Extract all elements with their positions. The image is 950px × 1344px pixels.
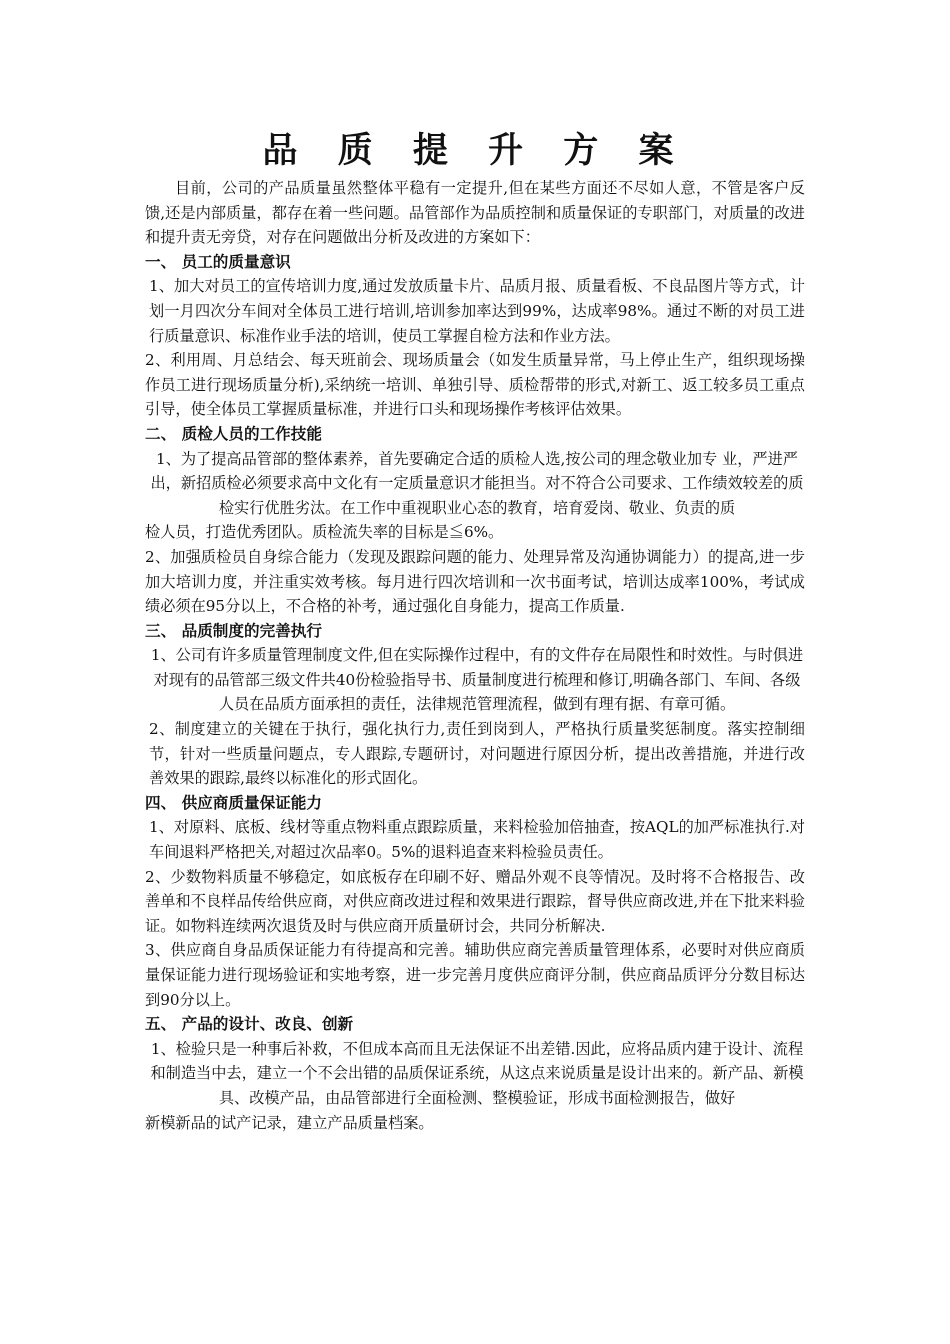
section-1-paragraph-1: 1、加大对员工的宣传培训力度,通过发放质量卡片、品质月报、质量看板、不良品图片等方式，计划一月四次分车间对全体员工进行培训,培训参加率达到99%，达成率98%。通过不断的对员工进行质量意识、标准作业手法的培训，使员工掌握自检方法和作业方法。 [149, 277, 805, 345]
section-2-paragraph-1-continued: 检人员，打造优秀团队。质检流失率的目标是≦6%。 [145, 523, 504, 542]
section-heading-4: 四、 供应商质量保证能力 [145, 793, 322, 812]
section-heading-1: 一、 员工的质量意识 [145, 252, 291, 271]
section-heading-2: 二、 质检人员的工作技能 [145, 424, 322, 443]
intro-paragraph: 目前，公司的产品质量虽然整体平稳有一定提升,但在某些方面还不尽如人意，不管是客户反馈,还是内部质量，都存在着一些问题。品管部作为品质控制和质量保证的专职部门，对质量的改进和提升责无旁贷，对存在问题做出分析及改进的方案如下： [145, 179, 805, 247]
section-3-paragraph-1: 1、公司有许多质量管理制度文件,但在实际操作过程中，有的文件存在局限性和时效性。与时俱进对现有的品管部三级文件共40份检验指导书、质量制度进行梳理和修订,明确各部门、车间、各级人员在品质方面承担的责任，法律规范管理流程，做到有理有据、有章可循。 [150, 646, 804, 714]
section-5-paragraph-1-continued: 新模新品的试产记录，建立产品质量档案。 [145, 1113, 434, 1132]
document-page [145, 128, 805, 1135]
section-1-paragraph-2: 2、利用周、月总结会、每天班前会、现场质量会（如发生质量异常，马上停止生产，组织现场操作员工进行现场质量分析),采纳统一培训、单独引导、质检帮带的形式,对新工、返工较多员工重点引导，使全体员工掌握质量标准，并进行口头和现场操作考核评估效果。 [145, 351, 805, 419]
section-3-paragraph-2: 2、制度建立的关键在于执行，强化执行力,责任到岗到人，严格执行质量奖惩制度。落实控制细节，针对一些质量问题点，专人跟踪,专题研讨，对问题进行原因分析，提出改善措施，并进行改善效果的跟踪,最终以标准化的形式固化。 [149, 720, 805, 788]
section-5-paragraph-1: 1、检验只是一种事后补救，不但成本高而且无法保证不出差错.因此，应将品质内建于设计、流程和制造当中去，建立一个不会出错的品质保证系统，从这点来说质量是设计出来的。新产品、新模具、改模产品，由品管部进行全面检测、整模验证，形成书面检测报告，做好 [150, 1039, 804, 1107]
section-4-paragraph-1: 1、对原料、底板、线材等重点物料重点跟踪质量，来料检验加倍抽查，按AQL的加严标准执行.对车间退料严格把关,对超过次品率0。5%的退料追查来料检验员责任。 [149, 818, 805, 862]
section-heading-5: 五、 产品的设计、改良、创新 [145, 1015, 354, 1034]
section-4-paragraph-3: 3、供应商自身品质保证能力有待提高和完善。辅助供应商完善质量管理体系，必要时对供应商质量保证能力进行现场验证和实地考察，进一步完善月度供应商评分制，供应商品质评分分数目标达到90分以上。 [145, 941, 805, 1009]
document-title: 品 质 提 升 方 案 [262, 131, 688, 171]
section-2-paragraph-2: 2、加强质检员自身综合能力（发现及跟踪问题的能力、处理异常及沟通协调能力）的提高,进一步加大培训力度，并注重实效考核。每月进行四次培训和一次书面考试，培训达成率100%，考试成绩必须在95分以上，不合格的补考，通过强化自身能力，提高工作质量. [145, 547, 805, 616]
section-4-paragraph-2: 2、少数物料质量不够稳定，如底板存在印刷不好、赠品外观不良等情况。及时将不合格报告、改善单和不良样品传给供应商，对供应商改进过程和效果进行跟踪，督导供应商改进,并在下批来料验证。如物料连续两次退货及时与供应商开质量研讨会，共同分析解决. [145, 867, 805, 935]
section-heading-3: 三、 品质制度的完善执行 [145, 621, 322, 640]
section-2-paragraph-1: 1、为了提高品管部的整体素养，首先要确定合适的质检人选,按公司的理念敬业加专 业，严进严出，新招质检必须要求高中文化有一定质量意识才能担当。对不符合公司要求、工作绩效较差的质检实行优胜劣汰。在工作中重视职业心态的教育，培育爱岗、敬业、负责的质 [150, 449, 804, 517]
